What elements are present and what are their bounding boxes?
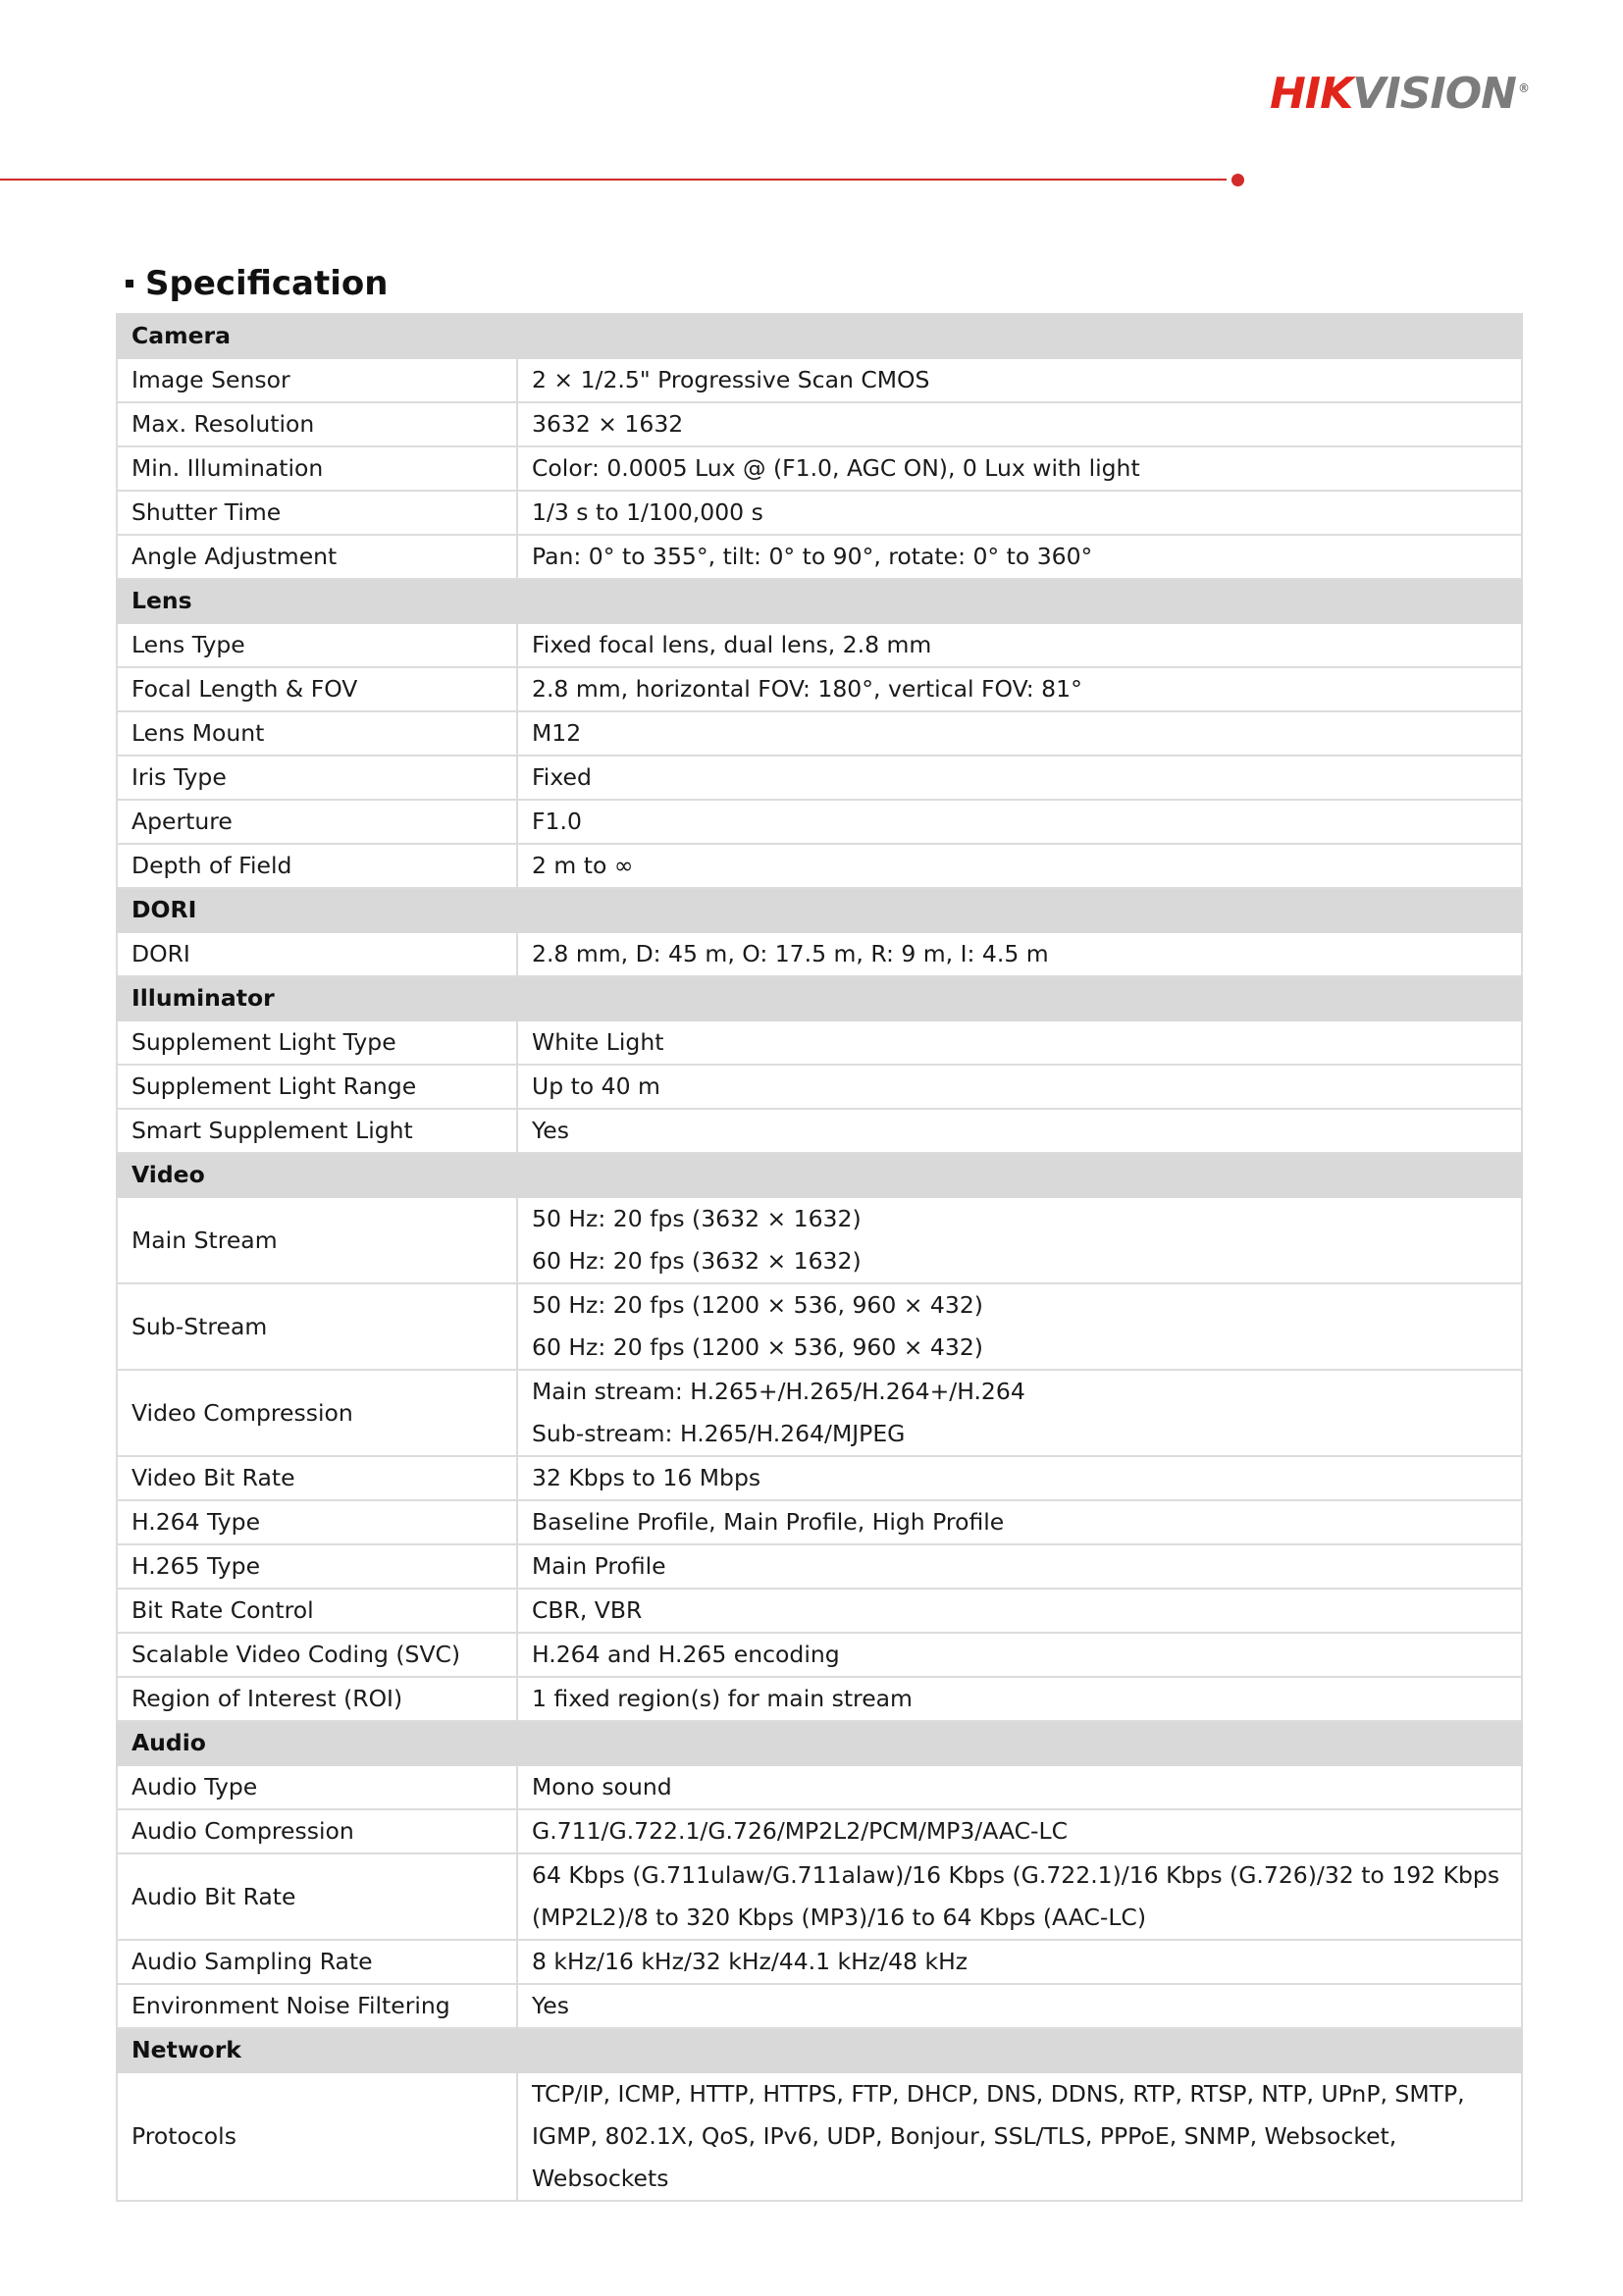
- spec-row: [117, 711, 1522, 756]
- spec-value-line: Up to 40 m: [532, 1072, 660, 1100]
- spec-value-line: Mono sound: [532, 1773, 672, 1800]
- spec-row: [117, 1589, 1522, 1633]
- spec-label: Bit Rate Control: [117, 1589, 517, 1633]
- spec-value-line: H.264 and H.265 encoding: [532, 1641, 840, 1668]
- spec-value: [517, 667, 1522, 711]
- spec-value-line: Main stream: H.265+/H.265/H.264+/H.264: [532, 1378, 1025, 1405]
- spec-value: [517, 1677, 1522, 1721]
- spec-value: [517, 358, 1522, 402]
- spec-label: Depth of Field: [117, 844, 517, 888]
- spec-value-line: F1.0: [532, 808, 582, 835]
- spec-category-row: [117, 1153, 1522, 1197]
- spec-row: [117, 1109, 1522, 1153]
- spec-value: [517, 800, 1522, 844]
- spec-label: Main Stream: [117, 1197, 517, 1283]
- spec-value-line: Main Profile: [532, 1552, 666, 1580]
- spec-label: Scalable Video Coding (SVC): [117, 1633, 517, 1677]
- spec-row: [117, 402, 1522, 446]
- spec-value: [517, 1633, 1522, 1677]
- spec-value-line: (MP2L2)/8 to 320 Kbps (MP3)/16 to 64 Kbps (AAC-LC): [532, 1904, 1146, 1931]
- spec-row: [117, 844, 1522, 888]
- spec-row: [117, 1633, 1522, 1677]
- spec-row: [117, 1065, 1522, 1109]
- spec-value: [517, 1853, 1522, 1940]
- spec-label: Supplement Light Type: [117, 1020, 517, 1065]
- spec-row: [117, 1283, 1522, 1370]
- spec-category-label: Network: [117, 2028, 1522, 2072]
- spec-value-line: M12: [532, 719, 582, 747]
- spec-category-label: Audio: [117, 1721, 1522, 1765]
- spec-value-line: Pan: 0° to 355°, tilt: 0° to 90°, rotate: 0° to 360°: [532, 543, 1093, 570]
- spec-label: Video Bit Rate: [117, 1456, 517, 1500]
- spec-label: Lens Mount: [117, 711, 517, 756]
- logo-text-grey: VISION: [1352, 69, 1516, 119]
- spec-value-line: Fixed: [532, 763, 592, 791]
- spec-value-line: 1/3 s to 1/100,000 s: [532, 498, 763, 526]
- spec-label: H.264 Type: [117, 1500, 517, 1544]
- spec-row: [117, 358, 1522, 402]
- spec-category-row: [117, 579, 1522, 623]
- spec-value-line: 3632 × 1632: [532, 410, 684, 438]
- spec-category-label: Illuminator: [117, 976, 1522, 1020]
- section-title-text: Specification: [145, 264, 389, 303]
- section-title: [126, 264, 389, 303]
- spec-value-line: 1 fixed region(s) for main stream: [532, 1685, 913, 1712]
- spec-row: [117, 1544, 1522, 1589]
- spec-value: [517, 1809, 1522, 1853]
- spec-value-line: 60 Hz: 20 fps (1200 × 536, 960 × 432): [532, 1333, 983, 1361]
- spec-category-label: Lens: [117, 579, 1522, 623]
- spec-label: Audio Compression: [117, 1809, 517, 1853]
- spec-label: Audio Type: [117, 1765, 517, 1809]
- spec-value-line: Websockets: [532, 2165, 669, 2192]
- spec-row: [117, 1197, 1522, 1283]
- spec-value: [517, 1020, 1522, 1065]
- spec-value: [517, 1109, 1522, 1153]
- spec-value-line: Baseline Profile, Main Profile, High Profile: [532, 1508, 1005, 1536]
- spec-value: [517, 844, 1522, 888]
- spec-value: [517, 1065, 1522, 1109]
- spec-label: DORI: [117, 932, 517, 976]
- spec-row: [117, 1809, 1522, 1853]
- spec-value: [517, 1456, 1522, 1500]
- spec-category-label: Camera: [117, 314, 1522, 358]
- spec-row: [117, 1500, 1522, 1544]
- spec-label: Shutter Time: [117, 491, 517, 535]
- spec-category-label: DORI: [117, 888, 1522, 932]
- spec-row: [117, 446, 1522, 491]
- spec-value-line: Color: 0.0005 Lux @ (F1.0, AGC ON), 0 Lux with light: [532, 454, 1140, 482]
- spec-value: [517, 2072, 1522, 2201]
- spec-label: Sub-Stream: [117, 1283, 517, 1370]
- spec-value-line: 50 Hz: 20 fps (3632 × 1632): [532, 1205, 862, 1232]
- spec-row: [117, 1940, 1522, 1984]
- spec-row: [117, 1456, 1522, 1500]
- spec-row: [117, 623, 1522, 667]
- spec-row: [117, 1853, 1522, 1940]
- spec-value: [517, 1283, 1522, 1370]
- spec-value: [517, 1197, 1522, 1283]
- spec-value-line: CBR, VBR: [532, 1596, 643, 1624]
- spec-table: [116, 313, 1523, 2202]
- spec-row: [117, 1020, 1522, 1065]
- spec-row: [117, 667, 1522, 711]
- spec-value: [517, 1370, 1522, 1456]
- spec-value-line: 2 m to ∞: [532, 852, 634, 879]
- spec-label: Smart Supplement Light: [117, 1109, 517, 1153]
- spec-category-row: [117, 1721, 1522, 1765]
- spec-value-line: 2 × 1/2.5" Progressive Scan CMOS: [532, 366, 930, 393]
- spec-category-row: [117, 976, 1522, 1020]
- spec-value-line: IGMP, 802.1X, QoS, IPv6, UDP, Bonjour, SSL/TLS, PPPoE, SNMP, Websocket,: [532, 2122, 1397, 2150]
- spec-value: [517, 535, 1522, 579]
- spec-value-line: 2.8 mm, horizontal FOV: 180°, vertical FOV: 81°: [532, 675, 1082, 703]
- spec-label: Image Sensor: [117, 358, 517, 402]
- spec-value-line: 50 Hz: 20 fps (1200 × 536, 960 × 432): [532, 1291, 983, 1319]
- spec-value: [517, 756, 1522, 800]
- spec-label: Focal Length & FOV: [117, 667, 517, 711]
- square-bullet-icon: [126, 280, 133, 287]
- spec-row: [117, 1765, 1522, 1809]
- spec-row: [117, 1370, 1522, 1456]
- spec-value: [517, 623, 1522, 667]
- spec-category-row: [117, 888, 1522, 932]
- spec-label: Supplement Light Range: [117, 1065, 517, 1109]
- spec-value: [517, 402, 1522, 446]
- spec-value-line: Fixed focal lens, dual lens, 2.8 mm: [532, 631, 932, 658]
- spec-value: [517, 1544, 1522, 1589]
- spec-label: Min. Illumination: [117, 446, 517, 491]
- spec-category-row: [117, 2028, 1522, 2072]
- spec-value: [517, 711, 1522, 756]
- hikvision-logo: [1269, 69, 1529, 119]
- spec-label: Region of Interest (ROI): [117, 1677, 517, 1721]
- spec-value-line: Sub-stream: H.265/H.264/MJPEG: [532, 1420, 906, 1447]
- spec-row: [117, 2072, 1522, 2201]
- spec-value: [517, 1589, 1522, 1633]
- logo-text-red: HIK: [1269, 69, 1353, 119]
- spec-row: [117, 800, 1522, 844]
- spec-value-line: G.711/G.722.1/G.726/MP2L2/PCM/MP3/AAC-LC: [532, 1817, 1069, 1845]
- registered-mark: ®: [1518, 81, 1529, 96]
- spec-row: [117, 1984, 1522, 2028]
- spec-value-line: Yes: [532, 1117, 569, 1144]
- spec-label: Max. Resolution: [117, 402, 517, 446]
- spec-value-line: 8 kHz/16 kHz/32 kHz/44.1 kHz/48 kHz: [532, 1948, 969, 1975]
- spec-value-line: 64 Kbps (G.711ulaw/G.711alaw)/16 Kbps (G.722.1)/16 Kbps (G.726)/32 to 192 Kbps: [532, 1861, 1500, 1889]
- spec-label: Aperture: [117, 800, 517, 844]
- spec-label: Audio Bit Rate: [117, 1853, 517, 1940]
- spec-value: [517, 491, 1522, 535]
- spec-row: [117, 491, 1522, 535]
- spec-category-row: [117, 314, 1522, 358]
- spec-value: [517, 446, 1522, 491]
- spec-value: [517, 1765, 1522, 1809]
- spec-value-line: Yes: [532, 1992, 569, 2019]
- spec-value-line: 32 Kbps to 16 Mbps: [532, 1464, 761, 1491]
- spec-label: Iris Type: [117, 756, 517, 800]
- spec-row: [117, 1677, 1522, 1721]
- spec-label: Audio Sampling Rate: [117, 1940, 517, 1984]
- spec-value: [517, 1984, 1522, 2028]
- spec-row: [117, 756, 1522, 800]
- spec-label: Protocols: [117, 2072, 517, 2201]
- spec-value-line: 2.8 mm, D: 45 m, O: 17.5 m, R: 9 m, I: 4.5 m: [532, 940, 1049, 967]
- spec-label: H.265 Type: [117, 1544, 517, 1589]
- header-divider-dot: [1231, 174, 1244, 186]
- spec-value: [517, 932, 1522, 976]
- header-divider-line: [0, 179, 1227, 181]
- spec-row: [117, 535, 1522, 579]
- spec-row: [117, 932, 1522, 976]
- spec-category-label: Video: [117, 1153, 1522, 1197]
- spec-label: Lens Type: [117, 623, 517, 667]
- spec-label: Environment Noise Filtering: [117, 1984, 517, 2028]
- spec-value: [517, 1940, 1522, 1984]
- spec-table-body: [117, 314, 1522, 2201]
- spec-label: Video Compression: [117, 1370, 517, 1456]
- spec-value-line: White Light: [532, 1028, 664, 1056]
- spec-label: Angle Adjustment: [117, 535, 517, 579]
- spec-value-line: TCP/IP, ICMP, HTTP, HTTPS, FTP, DHCP, DNS, DDNS, RTP, RTSP, NTP, UPnP, SMTP,: [532, 2080, 1465, 2108]
- spec-value: [517, 1500, 1522, 1544]
- spec-value-line: 60 Hz: 20 fps (3632 × 1632): [532, 1247, 862, 1275]
